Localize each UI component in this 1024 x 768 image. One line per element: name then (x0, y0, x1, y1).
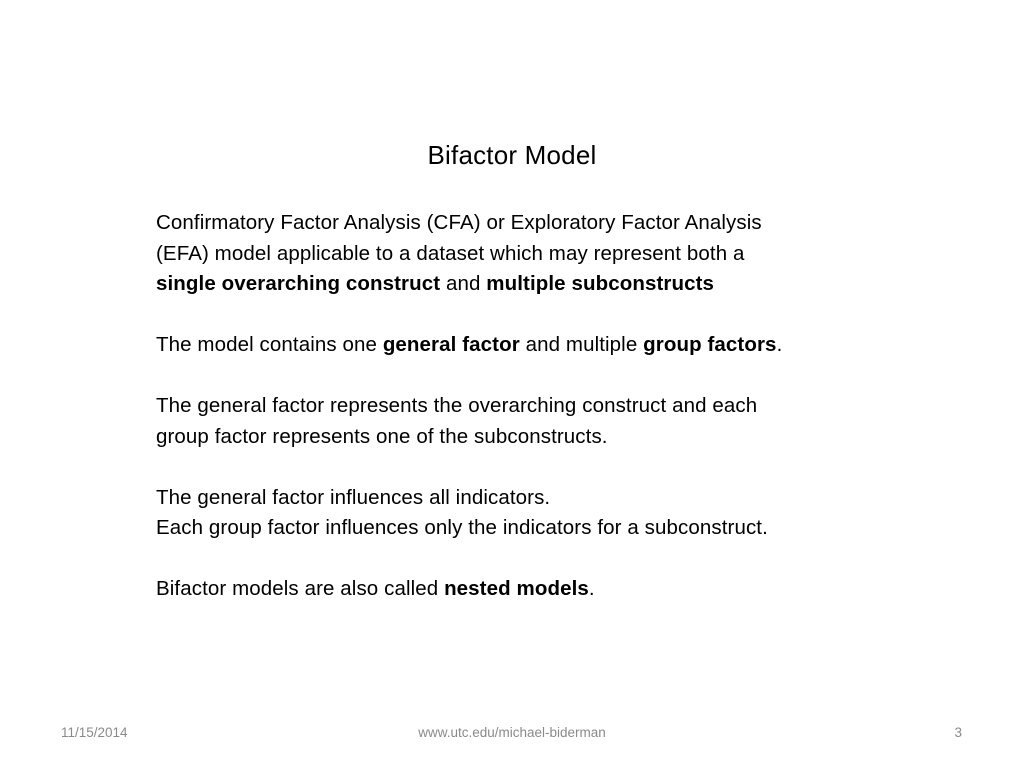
bold-term: single overarching construct (156, 272, 441, 295)
text-span: . (588, 577, 595, 600)
paragraph-nested (156, 574, 876, 605)
slide-body (156, 208, 876, 605)
text-line: Each group factor influences only the indicators for a subconstruct. (156, 516, 768, 539)
footer-date: 11/15/2014 (61, 725, 128, 740)
paragraph-factors (156, 330, 876, 361)
paragraph-representation (156, 391, 876, 452)
text-line: Confirmatory Factor Analysis (CFA) or Exploratory Factor Analysis (156, 211, 762, 234)
text-span: and (440, 272, 487, 295)
paragraph-influences (156, 483, 876, 544)
text-line (156, 330, 876, 361)
bold-term: multiple subconstructs (486, 272, 715, 295)
footer-url: www.utc.edu/michael-biderman (418, 725, 606, 740)
paragraph-definition (156, 208, 876, 300)
bold-term: group factors (643, 333, 777, 356)
text-line: The general factor influences all indicators. (156, 485, 551, 509)
text-line: The general factor represents the overarching construct and each (156, 394, 758, 417)
text-span: . (776, 333, 783, 356)
footer-page-number: 3 (954, 725, 962, 740)
text-line (156, 574, 876, 605)
text-line: (EFA) model applicable to a dataset which may represent both a (156, 241, 745, 265)
text-span: and multiple (519, 333, 644, 356)
text-line (156, 269, 876, 300)
slide-title: Bifactor Model (427, 140, 597, 170)
bold-term: general factor (382, 333, 520, 356)
text-line: group factor represents one of the subconstructs. (156, 424, 608, 448)
bold-term: nested models (444, 577, 589, 600)
text-span: The model contains one (156, 333, 383, 356)
text-span: Bifactor models are also called (156, 577, 445, 600)
